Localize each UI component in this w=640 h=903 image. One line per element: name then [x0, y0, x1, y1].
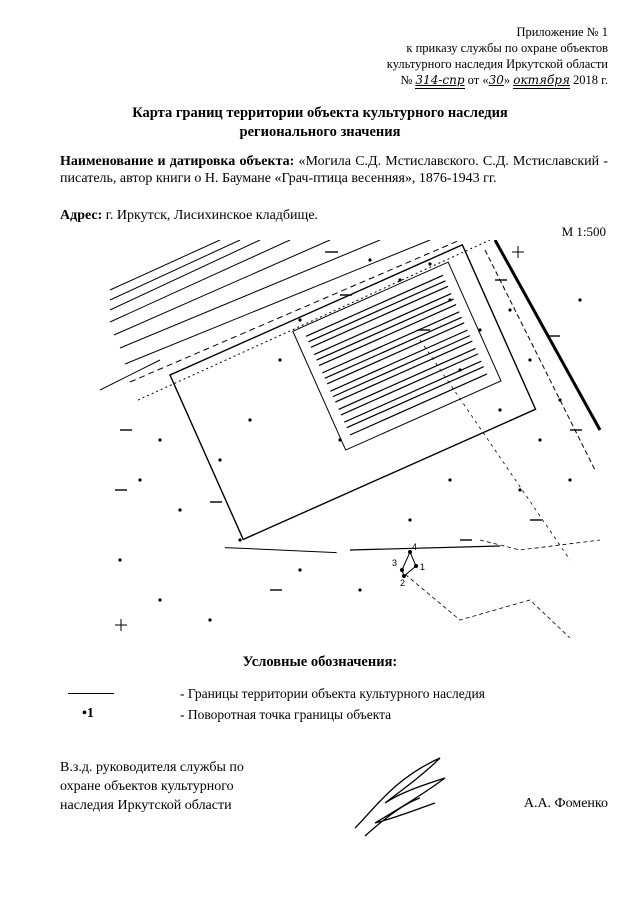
appendix-line-3: культурного наследия Иркутской области	[386, 57, 608, 71]
map-scale: М 1:500	[561, 224, 606, 239]
appendix-line-1: Приложение № 1	[516, 25, 608, 39]
order-date-day: 30	[488, 73, 504, 87]
object-address-value: г. Иркутск, Лисихинское кладбище.	[105, 208, 319, 223]
legend-symbol-line	[60, 684, 130, 704]
handwritten-signature	[345, 748, 465, 840]
order-number: 314-спр	[415, 73, 465, 87]
order-number-prefix: №	[400, 73, 413, 87]
legend-label-point: - Поворотная точка границы объекта	[180, 707, 392, 722]
title-line-2: регионального значения	[239, 124, 401, 140]
legend-title: Условные обозначения:	[242, 654, 398, 670]
legend-symbol-point	[60, 705, 130, 725]
point-label-3: 3	[392, 558, 398, 568]
role-line-3: наследия Иркутской области	[60, 798, 232, 813]
object-name	[60, 153, 608, 187]
order-date-month: октября	[513, 73, 570, 87]
legend-item-boundary	[60, 684, 620, 704]
object-address-label: Адрес:	[60, 208, 103, 223]
document-title	[0, 104, 640, 142]
order-date-prefix: от «	[467, 73, 489, 87]
legend-item-point	[60, 705, 620, 725]
boundary-map	[100, 240, 605, 638]
order-date-mid: »	[503, 73, 511, 87]
order-date-year: 2018 г.	[573, 73, 608, 87]
title-line-1: Карта границ территории объекта культурного наследия	[132, 105, 508, 121]
role-line-2: охране объектов культурного	[60, 779, 234, 794]
object-name-label: Наименование и датировка объекта:	[60, 154, 295, 169]
appendix-line-2: к приказу службы по охране объектов	[406, 41, 608, 55]
legend-label-boundary: - Границы территории объекта культурного наследия	[180, 686, 485, 701]
appendix-order-line	[387, 72, 608, 89]
point-label-2: 2	[400, 578, 406, 588]
point-label-4: 4	[412, 542, 418, 552]
signatory-role	[60, 758, 300, 815]
signatory-name: А.А. Фоменко	[523, 796, 608, 811]
object-address	[60, 208, 318, 224]
appendix-block	[387, 24, 608, 89]
object-name-value: «Могила С.Д. Мстиславского. С.Д. Мстиславский - писатель, автор книги о Н. Баумане «Грач-птица весенняя», 1876-1943 гг.	[60, 154, 608, 186]
legend-symbol-text: •1	[82, 706, 94, 721]
point-label-1: 1	[420, 562, 426, 572]
map-drawing	[100, 240, 605, 638]
role-line-1: В.з.д. руководителя службы по	[60, 760, 244, 775]
